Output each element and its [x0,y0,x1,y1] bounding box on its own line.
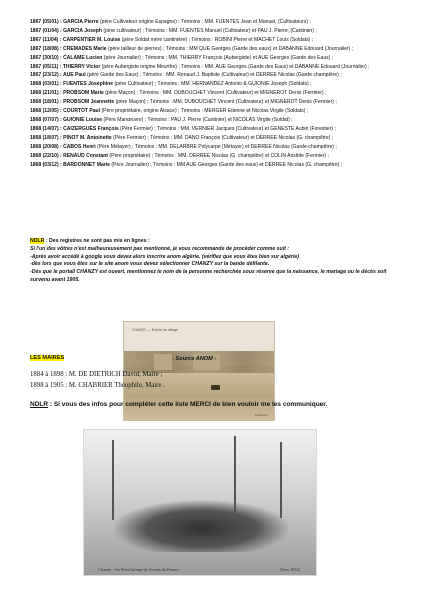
record-name: GUIONIE Louise [63,116,103,123]
record-row: 1867 (30/10) : CALAME Lucien (père Journalier) ; Témoins : MM. THIERRY François (Aubergiste) et AUE Georges (Garde des Eaux) ; [30,54,334,61]
record-row: 1867 (05/11) : THIERRY Victor (père Aubergiste origine Meurthe) ; Témoins : MM. AUE Georges (Garde des Eaux) et DABANNE Edouard (Journalier) ; [30,63,370,70]
record-name: GARCIA Pierre [63,19,99,25]
record-row: 1867 (18/08) : CREMADES Marie (père tailleur de pierres) ; Témoins : MM QUE Georges (Garde des eaux) et DABANNE Edouard (Journalier) ; [30,45,354,52]
record-name: CAIZERGUES François [63,125,119,132]
record-date: 1867 (11/04) [30,36,59,43]
ndlr-line: Si l'un des vôtres n'est malheureusement pas mentionné, je vous recommande de procéder comme suit : [30,245,290,252]
record-name: BARDONNET Marie [63,161,110,168]
ndlr-line: -Après avoir accédé à google vous devez alors inscrire anom algérie. (vérifiez que vous êtes bien sur algérie) [30,253,299,260]
record-date: 1868 (14/07) [30,125,59,132]
record-date: 1867 (01/04) [30,27,59,34]
record-date: 1868 (22/10) [30,152,59,159]
record-name: FUENTES Joséphine [63,81,114,88]
ndlr-label: NDLR [30,238,45,244]
record-detail: (père Journalier) ; Témoins : MM. THIERRY François (Aubergiste) et AUE Georges (Garde des Eaux) ; [102,54,334,61]
record-row: 1868 (20/08) : CABOS Henri (Père Métayer) ; Témoins : MM. DELARBRE Polycarpe (Métayer) et DERREE Nicolas (Garde-champêtre) ; [30,143,337,150]
record-date: 1867 (23/12) [30,72,59,79]
record-row: 1868 (03/12) : BARDONNET Marie (Père Journalier) ; Témoins : MM AUE Georges (Garde des eaux) et DERREE Nicolas (G. champêtre) ; [30,161,343,168]
record-name: THIERRY Victor [62,63,101,70]
postcard-publisher: Collection [254,413,268,417]
record-name: AUE Paul [62,72,86,79]
ndlr2-label: NDLR [30,401,49,408]
record-row: 1867 (11/04) : CARPENTIER M. Louise (père Soldat mère cantinière) ; Témoins : ROBINI Pierre et MACHET Louis (Soldats) ; [30,36,314,43]
record-name: CALAME Lucien [63,54,103,61]
record-date: 1868 (21/01) [30,90,59,97]
record-detail: (père Maçon) ; Témoins : MM. DUBOUCHET Vincent (Cultivateur) et MIGNEROT Denis (Fermier) ; [114,99,337,106]
record-detail: (Père Métayer) ; Témoins : MM. DELARBRE Polycarpe (Métayer) et DERREE Nicolas (Garde-champêtre) ; [95,143,337,150]
record-name: CREMADES Marie [63,45,107,52]
record-row: 1868 (07/07) : GUIONIE Louise (Père Manœuvre) ; Témoins : PAU J. Pierre (Cantinier) et NICOLAS Virgile (Soldat) ; [30,116,293,123]
record-date: 1867 (05/11) [30,63,59,70]
record-detail: (Père propriétaire) ; Témoins : MM. DERREE Nicolas (G. champêtre) et COLIN Aristide (Fermier) ; [108,152,329,159]
record-name: CARPENTIER M. Louise [62,36,121,43]
record-detail: (Père Journalier) ; Témoins : MM AUE Georges (Garde des eaux) et DERREE Nicolas (G. champêtre) ; [109,161,343,168]
record-date: 1868 (03/12) [30,161,59,168]
record-row: 1868 (18/07) : PINOT M. Antoinette (Père Fermier) ; Témoins : MM. DANO François (Cultivateur) et DERREE Nicolas (G. champêtre) ; [30,134,334,141]
record-name: COURTOT Paul [63,108,101,115]
record-date: 1868 (12/05) [30,108,59,115]
ndlr-note-mayors [30,401,327,408]
record-name: PROBSOM Jeannette [63,99,115,106]
scouts-group-shape [114,500,289,552]
ndlr-title: : Des registres ne sont pas mis en lignes : [44,238,150,244]
scouts-group-photo [84,430,316,575]
record-date: 1868 (18/01) [30,99,59,106]
ndlr-line: -dès lors que vous êtes sur le site anom vous devez sélectionner CHANZY sur la bande défilante. [30,261,270,268]
record-row: 1868 (03/01) : FUENTES Joséphine (père Cultivateur) ; Témoins : MM. HERNANDEZ Antonio & GUIONIE Joseph (Soldats) ; [30,81,312,88]
mayor-entry: 1898 à 1905 : M. CHABRIER Théophile, Maire . [30,382,165,389]
record-detail: (père Cultivateur) ; Témoins : MM. HERNANDEZ Antonio & GUIONIE Joseph (Soldats) ; [113,81,312,88]
record-date: 1868 (07/07) [30,116,59,123]
record-detail: (père Cultivateur origine Espagne) ; Témoins : MM. FUENTES Jean et Manuel, (Cultivateurs) ; [98,19,311,25]
record-date: 1867 (05/01) [30,19,59,25]
mayors-source: - Source ANOM - [172,356,217,362]
record-row: 1867 (01/04) : GARCIA Joseph (père cultivateur) ; Témoins : MM. FUENTES Manuel (Cultivateur) et PAU J. Pierre, (Cantinier) ; [30,27,317,34]
mayor-entry: 1884 à 1898 : M. DE DIETRICH David, Maire ; [30,371,163,378]
mayors-heading: LES MAIRES [30,355,65,361]
record-name: RENAUD Constant [63,152,108,159]
civil-records-list [30,18,410,169]
record-row: 1868 (14/07) : CAIZERGUES François (Père Fermier) ; Témoins : MM. VERNIER Jacques (Cultivateur) et GENESTE Aubin (Forestier) ; [30,125,336,132]
record-detail: (Père propriétaire, origine Alsace) ; Témoins : MERGER Etienne et Nicolas Virgile (Soldats) ; [100,108,309,115]
record-row: 1868 (22/10) : RENAUD Constant (Père propriétaire) ; Témoins : MM. DERREE Nicolas (G. champêtre) et COLIN Aristide (Fermier) ; [30,152,329,159]
cart-shape [211,385,220,390]
record-row: 1867 (23/12) : AUE Paul (père Garde des Eaux) ; Témoins : MM. Renaud J. Baptiste (Cultivateur) et DERREE Nicolas (Garde champêtre) ; [30,72,342,79]
record-row: 1868 (18/01) : PROBSOM Jeannette (père Maçon) ; Témoins : MM. DUBOUCHET Vincent (Cultivateur) et MIGNEROT Denis (Fermier) ; [30,99,337,106]
record-date: 1867 (18/08) [30,45,59,52]
record-name: PROBSOM Marie [63,90,104,97]
record-date: 1868 (03/01) [30,81,59,88]
photo-caption: Chanzy - Un Petit Groupe de Scouts de France - [98,567,181,572]
record-row: 1867 (05/01) : GARCIA Pierre (père Cultivateur origine Espagne) ; Témoins : MM. FUENTES Jean et Manuel, (Cultivateurs) ; [30,19,311,25]
record-date: 1868 (20/08) [30,143,59,150]
record-row: 1868 (21/01) : PROBSOM Marie (père Maçon) ; Témoins : MM. DUBOUCHET Vincent (Cultivateur) et MIGNEROT Denis (Fermier) ; [30,90,327,97]
record-detail: (Père Manœuvre) ; Témoins : PAU J. Pierre (Cantinier) et NICOLAS Virgile (Soldat) ; [102,116,293,123]
photo-year: (Vers 1952) [279,567,300,572]
record-date: 1867 (30/10) [30,54,59,61]
record-detail: (père Soldat mère cantinière) ; Témoins : ROBINI Pierre et MACHET Louis (Soldats) ; [120,36,314,43]
record-detail: (père Garde des Eaux) ; Témoins : MM. Renaud J. Baptiste (Cultivateur) et DERREE Nicolas (Garde champêtre) ; [85,72,342,79]
record-detail: (père cultivateur) ; Témoins : MM. FUENTES Manuel (Cultivateur) et PAU J. Pierre, (Cantinier) ; [101,27,317,34]
record-detail: (Père Fermier) ; Témoins : MM. VERNIER Jacques (Cultivateur) et GENESTE Aubin (Forestier) ; [118,125,336,132]
record-detail: (père Aubergiste origine Meurthe) ; Témoins : MM. AUE Georges (Garde des Eaux) et DABANNE Edouard (Journalier) ; [100,63,370,70]
record-detail: (père Maçon) ; Témoins : MM. DUBOUCHET Vincent (Cultivateur) et MIGNEROT Denis (Fermier) ; [103,90,327,97]
record-date: 1868 (18/07) [30,134,59,141]
postcard-caption: CHANZY — Entrée du village [132,328,178,332]
ndlr-note-registers [30,238,402,285]
record-detail: (Père Fermier) ; Témoins : MM. DANO François (Cultivateur) et DERREE Nicolas (G. champêtre) ; [111,134,334,141]
ndlr-line: -Dès que le portail CHANZY est ouvert, mentionnez le nom de la personne recherchée sous réserve que la naissance, le mariage ou le décès soit survenu avant 1905. [30,269,387,283]
record-detail: (père tailleur de pierres) ; Témoins : MM QUE Georges (Garde des eaux) et DABANNE Edouard (Journalier) ; [106,45,354,52]
record-name: GARCIA Joseph [63,27,102,34]
ndlr2-text: : Si vous des infos pour compléter cette liste MERCI de bien vouloir me les communiquer. [48,401,328,408]
record-name: PINOT M. Antoinette [63,134,112,141]
record-name: CABOS Henri [63,143,96,150]
record-row: 1868 (12/05) : COURTOT Paul (Père propriétaire, origine Alsace) ; Témoins : MERGER Etienne et Nicolas Virgile (Soldats) ; [30,108,309,115]
